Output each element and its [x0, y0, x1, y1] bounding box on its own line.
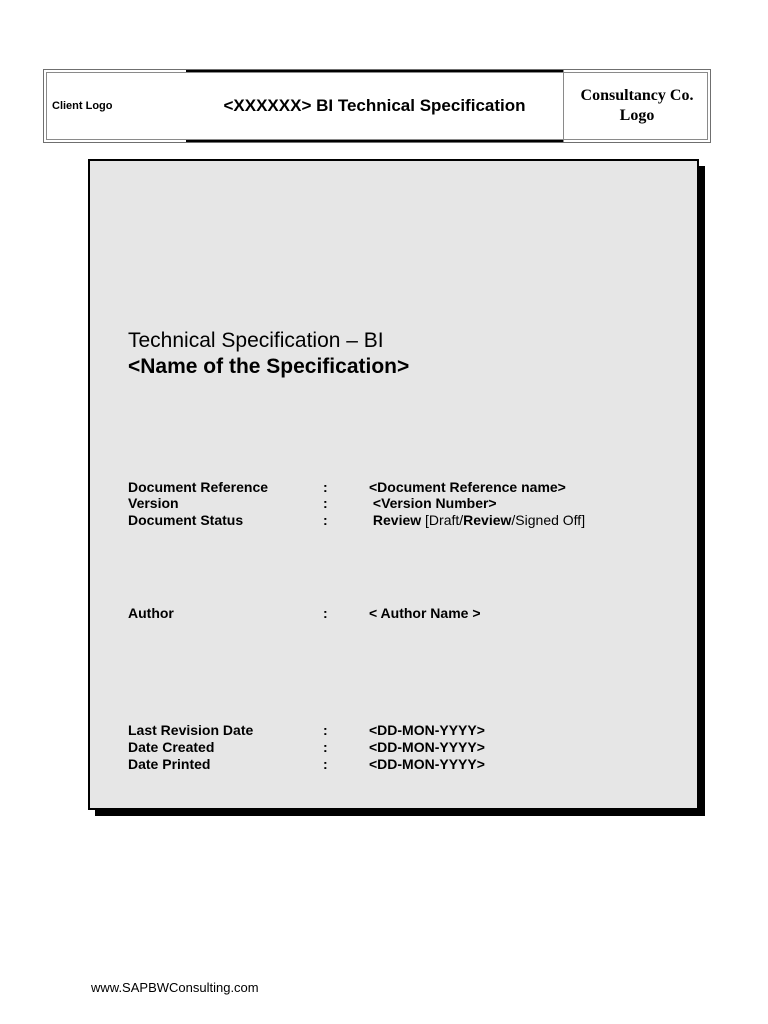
consultancy-logo-line1: Consultancy Co. [580, 87, 694, 104]
status-options-bold: Review [463, 512, 512, 528]
status-options-open: [Draft/ [421, 512, 464, 528]
spec-name: <Name of the Specification> [128, 355, 410, 378]
field-last-revision-date [128, 722, 648, 739]
field-label: Version [128, 495, 179, 511]
status-value: Review [369, 512, 422, 528]
field-value: <DD-MON-YYYY> [369, 739, 485, 755]
field-value: <Document Reference name> [369, 479, 566, 495]
field-label: Last Revision Date [128, 722, 254, 738]
field-value [369, 512, 585, 529]
field-value: <DD-MON-YYYY> [369, 722, 485, 738]
field-value: <Version Number> [369, 495, 497, 511]
spec-title: Technical Specification – BI [128, 329, 384, 352]
field-value: <DD-MON-YYYY> [369, 756, 485, 772]
field-date-printed [128, 756, 648, 773]
field-label: Date Created [128, 739, 215, 755]
consultancy-logo-line2: Logo [619, 107, 655, 124]
page-header [43, 69, 711, 143]
field-separator: : [323, 495, 328, 511]
field-label: Document Reference [128, 479, 269, 495]
field-separator: : [323, 722, 328, 738]
field-label: Date Printed [128, 756, 211, 772]
field-separator: : [323, 512, 328, 528]
field-label: Author [128, 605, 174, 621]
field-separator: : [323, 756, 328, 772]
field-version [128, 495, 648, 512]
field-document-status [128, 512, 648, 529]
status-options-close: /Signed Off] [511, 512, 586, 528]
document-title: <XXXXXX> BI Technical Specification [186, 70, 563, 142]
client-logo: Client Logo [52, 100, 113, 112]
field-author [128, 605, 648, 622]
field-value: < Author Name > [369, 605, 481, 621]
field-separator: : [323, 739, 328, 755]
footer-url: www.SAPBWConsulting.com [91, 980, 259, 995]
field-label: Document Status [128, 512, 244, 528]
field-separator: : [323, 605, 328, 621]
consultancy-logo [563, 70, 710, 142]
field-document-reference [128, 479, 648, 496]
field-date-created [128, 739, 648, 756]
field-separator: : [323, 479, 328, 495]
